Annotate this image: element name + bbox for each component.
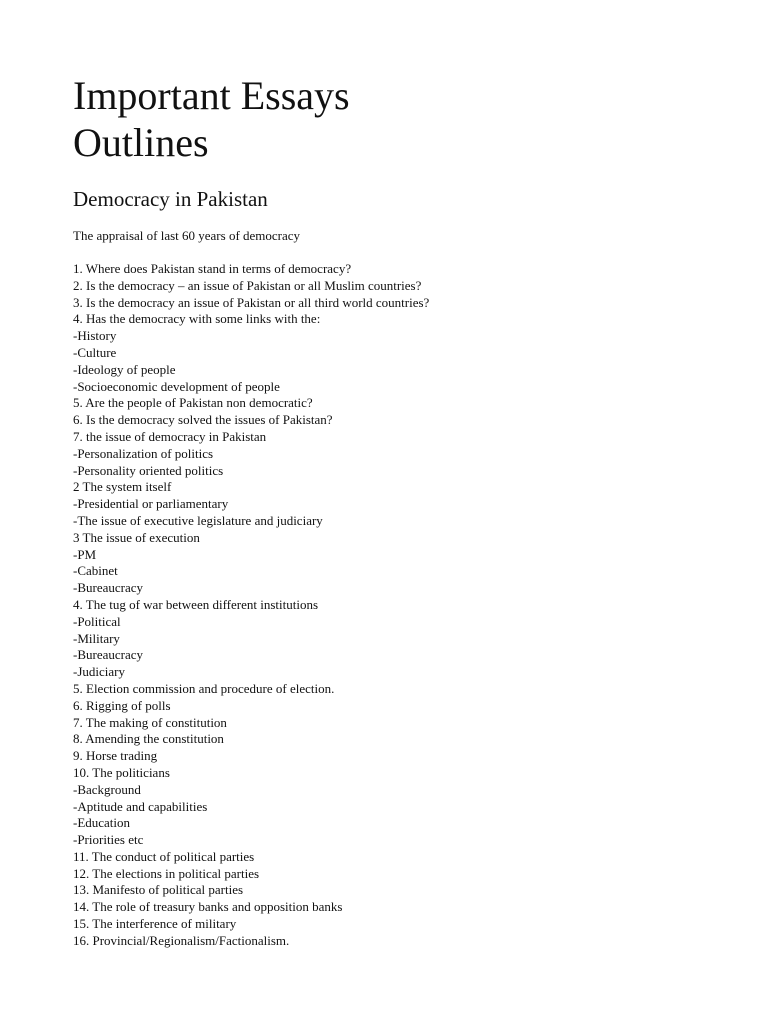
outline-line: 16. Provincial/Regionalism/Factionalism. xyxy=(73,932,290,948)
outline-line: -Priorities etc xyxy=(73,832,144,848)
outline-line: 7. the issue of democracy in Pakistan xyxy=(73,428,267,444)
outline-line: 8. Amending the constitution xyxy=(73,731,224,747)
outline-line: 14. The role of treasury banks and opposition banks xyxy=(73,899,343,915)
outline-line: 13. Manifesto of political parties xyxy=(73,882,244,898)
outline-line: -Socioeconomic development of people xyxy=(73,378,280,394)
outline-line: 6. Is the democracy solved the issues of Pakistan? xyxy=(73,412,333,428)
outline-line: 12. The elections in political parties xyxy=(73,865,260,881)
outline-line: 3 The issue of execution xyxy=(73,529,200,545)
outline-line: -Judiciary xyxy=(73,664,125,680)
outline-line: -The issue of executive legislature and judiciary xyxy=(73,512,323,528)
outline-line: -Political xyxy=(73,613,121,629)
outline-line: -Education xyxy=(73,815,131,831)
outline-line: -Bureaucracy xyxy=(73,580,144,596)
outline-line: -Presidential or parliamentary xyxy=(73,496,229,512)
outline-line: 2. Is the democracy – an issue of Pakistan or all Muslim countries? xyxy=(73,277,422,293)
outline-line: 9. Horse trading xyxy=(73,748,158,764)
outline-line: -Bureaucracy xyxy=(73,647,144,663)
essay-heading: Democracy in Pakistan xyxy=(73,187,268,211)
title-line-2: Outlines xyxy=(73,120,209,165)
outline-line: -Personality oriented politics xyxy=(73,462,224,478)
outline-line: 11. The conduct of political parties xyxy=(73,848,255,864)
outline-line: -History xyxy=(73,328,117,344)
outline-line: 4. The tug of war between different institutions xyxy=(73,596,319,612)
outline-line: 10. The politicians xyxy=(73,764,170,780)
document-page xyxy=(73,72,733,948)
document-title xyxy=(73,72,733,166)
outline-line: -Aptitude and capabilities xyxy=(73,798,208,814)
outline-line: -Personalization of politics xyxy=(73,445,214,461)
outline-line: -Military xyxy=(73,630,120,646)
outline-line: -Culture xyxy=(73,344,117,360)
outline-line: 5. Election commission and procedure of election. xyxy=(73,680,335,696)
outline-list xyxy=(73,261,429,950)
outline-line: 4. Has the democracy with some links with the: xyxy=(73,311,321,327)
outline-line: -Ideology of people xyxy=(73,361,176,377)
outline-line: -PM xyxy=(73,546,97,562)
outline-line: -Cabinet xyxy=(73,563,118,579)
outline-line: 1. Where does Pakistan stand in terms of democracy? xyxy=(73,261,352,276)
outline-line: 3. Is the democracy an issue of Pakistan or all third world countries? xyxy=(73,294,430,310)
intro-line: The appraisal of last 60 years of democracy xyxy=(73,228,301,243)
title-line-1: Important Essays xyxy=(73,73,350,118)
outline-line: 5. Are the people of Pakistan non democratic? xyxy=(73,395,313,411)
outline-line: 15. The interference of military xyxy=(73,916,237,932)
outline-line: 2 The system itself xyxy=(73,479,172,495)
outline-line: 6. Rigging of polls xyxy=(73,697,171,713)
outline-line: -Background xyxy=(73,781,141,797)
outline-line: 7. The making of constitution xyxy=(73,714,227,730)
